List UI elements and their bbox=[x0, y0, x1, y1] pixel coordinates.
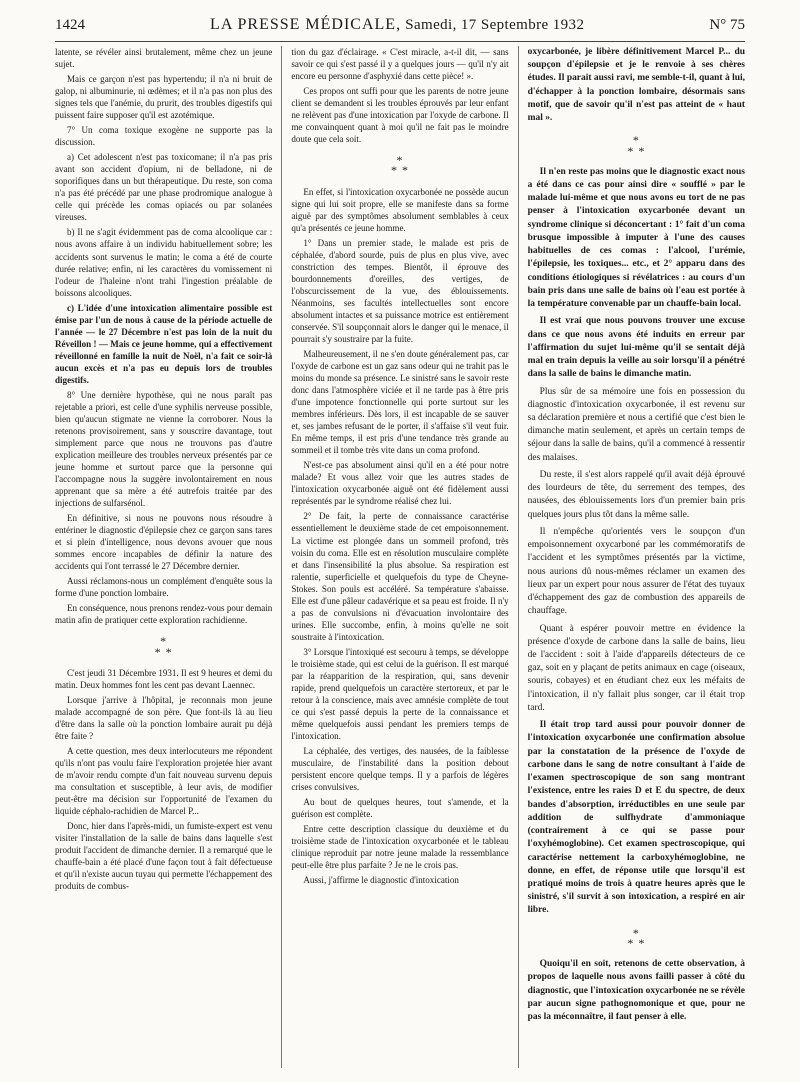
article-columns bbox=[55, 46, 745, 1068]
paragraph: 8° Une dernière hypothèse, qui ne nous paraît pas rejetable a priori, est celle d'une syphilis nerveuse possible, bien qu'aucun stigmate ne vienne la corroborer. Nous la retenons provisoirement, sans y souscrire davantage, tout simplement parce que nous ne trouvons pas d'autre explication meilleure des troubles nerveux présentés par ce jeune homme et surtout parce que la personne qui l'accompagne nous la suggère involontairement en nous apprenant que sa mère a été autrefois traitée par des injections de sulfarsénol. bbox=[55, 389, 273, 509]
page-number: 1424 bbox=[55, 17, 85, 33]
paragraph: Il n'en reste pas moins que le diagnostic exact nous a été dans ce cas pour ainsi dire « soufflé » par le malade lui-même et que nous avons eu tort de ne pas penser à l'intoxication oxycarbonée devant un syndrome clinique si déconcertant : 1° fait d'un coma brusque impossible à imputer à l'une des causes habituelles de ces comas : l'alcool, l'urémie, l'épilepsie, les toxiques... etc., et 2° apparu dans des conditions étiologiques si révélatrices : au cours d'un bain pris dans une salle de bains où l'eau est portée à la température convenable par un chauffe-bain local. bbox=[527, 166, 745, 310]
paragraph: Il était trop tard aussi pour pouvoir donner de l'intoxication oxycarbonée une confirmation absolue par la constatation de la présence de l'oxyde de carbone dans le sang de notre consultant à l'aide de l'examen spectroscopique de son sang montrant l'existence, entre les raies D et E du spectre, de deux bandes d'absorption, irréductibles en une seule par addition de sulfhydrate d'ammoniaque (contrairement à ce qui se passe pour l'oxyhémoglobine). Cet examen spectroscopique, qui caractérise nettement la carboxyhémoglobine, ne donne, en effet, de réponse utile que lorsqu'il est pratiqué moins de trois à quatre heures après que le sinistré, s'il survit à son intoxication, a respiré en air libre. bbox=[527, 720, 745, 916]
paragraph: A cette question, mes deux interlocuteurs me répondent qu'ils n'ont pas voulu faire l'exploration projetée hier avant de m'avoir rendu compte d'un fait nouveau survenu depuis ma consultation et susceptible, à leur avis, de modifier peut-être ma décision sur l'opportunité de l'examen du liquide céphalo-rachidien de Marcel P... bbox=[55, 746, 273, 817]
paragraph: latente, se révéler ainsi brutalement, même chez un jeune sujet. bbox=[55, 47, 273, 70]
paragraph: Malheureusement, il ne s'en doute généralement pas, car l'oxyde de carbone est un gaz sans odeur qui ne trahit pas le moins du monde sa présence. Le sinistré sans le savoir reste donc dans l'atmosphère viciée et il ne tarde pas à être pris d'une impotence fonctionnelle qui porte surtout sur les membres inférieurs. Dès lors, il est incapable de se sauver et, ses jambes refusant de le porter, il s'affaise s'il veut fuir. En même temps, il est pris d'une tendance très grande au sommeil et il tombe très vite dans un coma profond. bbox=[291, 349, 509, 456]
paragraph: Aussi réclamons-nous un complément d'enquête sous la forme d'une ponction lombaire. bbox=[55, 576, 273, 599]
paragraph: N'est-ce pas absolument ainsi qu'il en a été pour notre malade? Et vous allez voir que les autres stades de l'intoxication oxycarbonée aiguë ont été fidèlement aussi représentés par le syndrome réalisé chez lui. bbox=[291, 460, 509, 507]
column-1 bbox=[55, 46, 281, 1068]
paragraph: En effet, si l'intoxication oxycarbonée ne possède aucun signe qui lui soit propre, elle se manifeste dans sa forme aiguë par des symptômes absolument semblables à ceux qu'a présentés ce jeune homme. bbox=[291, 186, 509, 233]
paragraph: Au bout de quelques heures, tout s'amende, et la guérison est complète. bbox=[291, 797, 509, 820]
paragraph: Entre cette description classique du deuxième et du troisième stade de l'intoxication oxycarbonée et le tableau clinique reproduit par notre jeune malade la ressemblance peut-elle être plus parfaite ? Je ne le crois pas. bbox=[291, 824, 509, 871]
paragraph: Quant à espérer pouvoir mettre en évidence la présence d'oxyde de carbone dans la salle de bains, lieu de l'accident : soit à l'aide d'appareils détecteurs de ce gaz, soit en y plaçant de petits animaux en cage (oiseaux, souris, cobayes) et en étudiant chez eux les méfaits de l'intoxication, il n'y fallait plus songer, car il était trop tard. bbox=[527, 623, 745, 713]
paragraph: La céphalée, des vertiges, des nausées, de la faiblesse musculaire, de l'instabilité dans la position debout persistent encore quelque temps. Il y a parfois de légères crises convulsives. bbox=[291, 746, 509, 793]
paragraph: 7° Un coma toxique exogène ne supporte pas la discussion. bbox=[55, 125, 273, 148]
issue-number: N° 75 bbox=[709, 17, 745, 33]
paragraph: oxycarbonée, je libère définitivement Marcel P... du soupçon d'épilepsie et je le renvoie à ses chères études. Il parait aussi ravi, me semble-t-il, quant à lui, d'échapper à la ponction lombaire, désormais sans motif, que de savoir qu'il n'est pas atteint de « haut mal ». bbox=[527, 47, 745, 124]
issue-date: Samedi, 17 Septembre 1932 bbox=[405, 17, 585, 33]
paragraph: b) Il ne s'agit évidemment pas de coma alcoolique car : nous avons affaire à un individu habituellement sobre; les accidents sont survenus le matin; le coma a été de courte durée relative; enfin, ni les caractères du vomissement ni l'odeur de l'haleine n'ont trahi l'ingestion préalable de boissons alcooliques. bbox=[55, 227, 273, 298]
journal-title: LA PRESSE MÉDICALE, bbox=[210, 16, 402, 33]
paragraph: a) Cet adolescent n'est pas toxicomane; il n'a pas pris avant son accident d'opium, ni de belladone, ni de soporifiques dans un but thérapeutique. Du reste, son coma n'a pas été précédé par une phase prodromique analogue à celle qui précède les comas opiacés ou par solanées vireuses. bbox=[55, 152, 273, 223]
paragraph: Du reste, il s'est alors rappelé qu'il avait déjà éprouvé des lourdeurs de tête, du serrement des tempes, des nausées, des éblouissements lors d'un premier bain pris quelques jours plus tôt dans la même salle. bbox=[527, 469, 745, 520]
paragraph: 3° Lorsque l'intoxiqué est secouru à temps, se développe le troisième stade, qui est celui de la guérison. Il est marqué par la réapparition de la respiration, qui, sans devenir rapide, prend quelquefois un caractère stertoreux, et par le retour à la conscience, mais avec amnésie complète de tout ce qui s'est passé depuis la perte de la connaissance et même quelquefois aussi pendant les premiers temps de l'intoxication. bbox=[291, 646, 509, 741]
paragraph: C'est jeudi 31 Décembre 1931. Il est 9 heures et demi du matin. Deux hommes font les cent pas devant Laennec. bbox=[55, 667, 273, 690]
section-separator: * * * bbox=[154, 634, 173, 659]
paragraph: Aussi, j'affirme le diagnostic d'intoxication bbox=[303, 875, 459, 886]
paragraph: tion du gaz d'éclairage. « C'est miracle, a-t-il dit, — sans savoir ce qui s'est passé il y a quelques jours — qu'il n'y ait encore eu personne d'asphyxié dans cette pièce! ». bbox=[291, 47, 509, 82]
paragraph: Il n'empêche qu'orientés vers le soupçon d'un empoisonnement oxycarboné par les commémoratifs de l'accident et les symptômes présentés par la victime, nous aurions dû nous-mêmes réclamer un examen des lieux par un expert pour nous assurer de l'état des tuyaux d'échappement des gaz de combustion des appareils de chauffage. bbox=[527, 526, 745, 617]
paragraph: Lorsque j'arrive à l'hôpital, je reconnais mon jeune malade accompagné de son père. Que font-ils là au lieu d'être dans la salle où la ponction lombaire aurait pu déjà être faite ? bbox=[55, 694, 273, 741]
paragraph: Plus sûr de sa mémoire une fois en possession du diagnostic d'intoxication oxycarbonée, il est revenu sur sa déclaration première et nous a certifié que c'est bien le dimanche matin seulement, et après un certain temps de séjour dans la salle de bains, qu'il a commencé à ressentir des malaises. bbox=[527, 386, 745, 463]
section-separator: * * * bbox=[627, 925, 646, 950]
column-2 bbox=[281, 46, 517, 1068]
paragraph: Donc, hier dans l'après-midi, un fumiste-expert est venu visiter l'installation de la salle de bains dans laquelle s'est produit l'accident de dimanche dernier. Il a remarqué que le chauffe-bain a été placé d'une façon tout à fait défectueuse et qu'il n'existe aucun tuyau qui permette l'échappement des produits de combus- bbox=[55, 821, 273, 892]
paragraph: Mais ce garçon n'est pas hypertendu; il n'a ni bruit de galop, ni albuminurie, ni œdèmes; et il n'a pas non plus des signes tels que l'anémie, du prurit, des troubles digestifs qui puissent faire supposer qu'il est azotémique. bbox=[55, 74, 273, 121]
paragraph: Il est vrai que nous pouvons trouver une excuse dans ce que nous avons été induits en erreur par l'affirmation du sujet lui-même qu'il se sentait déjà mal en train depuis la veille au soir lorsqu'il a pénétré dans la salle de bains le dimanche matin. bbox=[527, 316, 745, 380]
journal-masthead bbox=[210, 16, 584, 34]
paragraph: En définitive, si nous ne pouvons nous résoudre à entériner le diagnostic d'épilepsie chez ce garçon sans tares et si plein d'intelligence, nous devons avouer que nous sommes encore incapables de définir la nature des accidents qui l'ont terrassé le 27 Décembre dernier. bbox=[55, 513, 273, 572]
section-separator: * * * bbox=[627, 133, 646, 158]
paragraph: Ces propos ont suffi pour que les parents de notre jeune client se demandent si les troubles éprouvés par leur enfant ne relèvent pas d'une intoxication par l'oxyde de carbone. Il me convainquent quant à moi qu'il ne fait pas le moindre doute que cela soit. bbox=[291, 86, 509, 145]
page-header bbox=[55, 16, 745, 42]
paragraph: c) L'idée d'une intoxication alimentaire possible est émise par l'un de nous à cause de la période actuelle de l'année — le 27 Décembre n'est pas loin de la nuit du Réveillon ! — Mais ce jeune homme, qui a effectivement réveillonné en famille la nuit de Noël, n'a fait ce soir-là aucun excès et n'a pas eu depuis lors de troubles digestifs. bbox=[55, 302, 273, 385]
section-separator: * * * bbox=[390, 153, 409, 178]
paragraph: Quoiqu'il en soit, retenons de cette observation, à propos de laquelle nous avons failli passer à côté du diagnostic, que l'intoxication oxycarbonée ne se révèle par aucun signe pathognomonique et que, pour ne pas la méconnaître, il faut penser à elle. bbox=[527, 959, 745, 1022]
paragraph: 2° De fait, la perte de connaissance caractérise essentiellement le deuxième stade de cet empoisonnement. La victime est plongée dans un sommeil profond, très voisin du coma. Elle est en résolution musculaire complète et dans l'insensibilité la plus absolue. Sa respiration est ralentie, superficielle et quelquefois du type de Cheyne-Stokes. Son pouls est accéléré. Sa température s'abaisse. Elle est d'une pâleur cadavérique et sa peau est froide. Il n'y a pas de convulsions ni d'évacuation involontaire des urines. Elle succombe, enfin, à moins qu'elle ne soit soustraite à l'intoxication. bbox=[291, 511, 509, 642]
column-3 bbox=[518, 46, 745, 1068]
paragraph: En conséquence, nous prenons rendez-vous pour demain matin afin de pratiquer cette exploration rachidienne. bbox=[55, 603, 273, 626]
paragraph: 1° Dans un premier stade, le malade est pris de céphalée, d'abord sourde, puis de plus en plus vive, avec constriction des tempes. Bientôt, il éprouve des bourdonnements d'oreilles, des vertiges, de l'obscurcissement de la vue, des éblouissements. Néanmoins, ses facultés intellectuelles sont encore absolument intactes et sa puissance motrice est entièrement conservée. S'il soupçonnait alors le danger qui le menace, il pourrait s'y soustraire par la fuite. bbox=[291, 237, 509, 344]
